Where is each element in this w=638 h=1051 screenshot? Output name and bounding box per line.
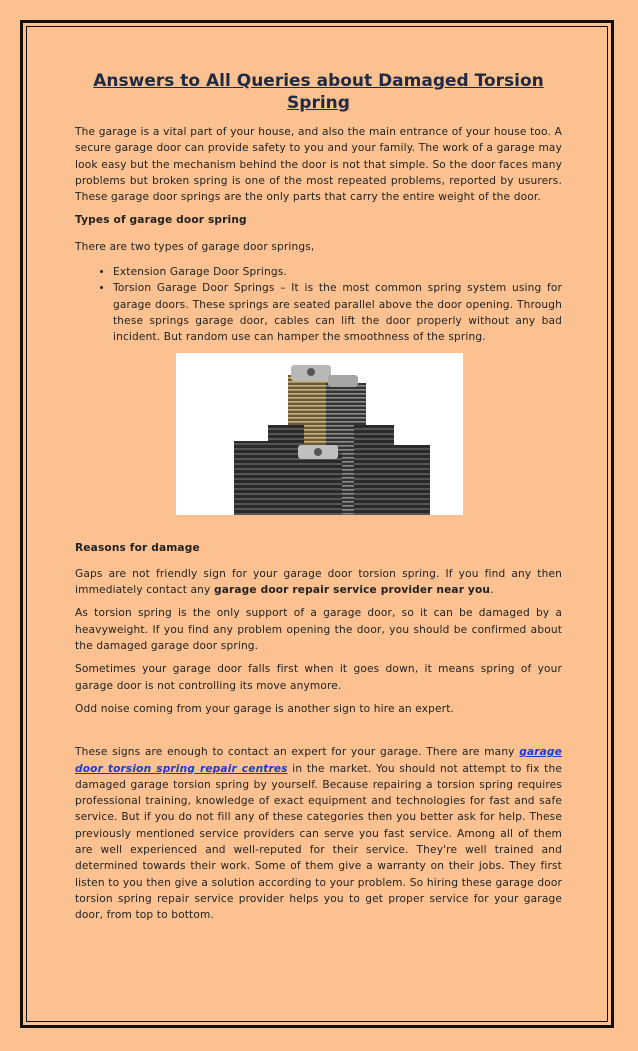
springs-illustration [176,353,463,515]
reasons-p1-end: . [490,584,494,597]
list-item: • Extension Garage Door Springs. [113,264,562,280]
types-heading: Types of garage door spring [75,214,247,227]
list-item: • Torsion Garage Door Springs – It is the most common spring system using for garage doors. These springs are seated parallel above the door opening. Through these springs garage door, cables can lift the door properly without any bad incident. But random use can hamper the smoothness of the spring. [113,280,562,345]
reasons-paragraph-4: Odd noise coming from your garage is another sign to hire an expert. [75,702,455,715]
article-title: Answers to All Queries about Damaged Torsion Spring [93,71,544,113]
intro-paragraph: The garage is a vital part of your house, and also the main entrance of your house too. A secure garage door can provide safety to you and your family. The work of a garage may look easy but the mechanism behind the door is not that simple. So the door faces many problems but broken spring is one of the most repeated problems, reported by usurers. These garage door springs are the only parts that carry the entire weight of the door. [75,126,562,204]
final-text-end: in the market. You should not attempt to fix the damaged garage torsion spring by yourself. Because repairing a torsion spring requires professional training, knowledge of exact equipment and technologies for fast and safe service. But if you do not fill any of these categories then you better ask for help. These previously mentioned service providers can serve you fast service. Among all of them are well experienced and well-reputed for their service. They're well trained and determined towards their work. Some of them give a warranty on their jobs. They first listen to you then give a solution according to your problem. So hiring these garage door torsion spring repair service provider helps you to get proper service for your garage door, from top to bottom. [75,762,562,922]
reasons-paragraph-3: Sometimes your garage door falls first when it goes down, it means spring of your garage door is not controlling its move anymore. [75,663,562,692]
torsion-springs-photo [176,353,463,515]
article [75,70,562,931]
final-text-start: These signs are enough to contact an expert for your garage. There are many [75,746,520,759]
types-list [75,264,562,345]
types-lead: There are two types of garage door springs, [75,240,315,253]
reasons-p1-bold: garage door repair service provider near you [213,584,491,597]
reasons-paragraph-1 [75,566,562,599]
reasons-heading: Reasons for damage [75,541,200,554]
reasons-paragraph-2: As torsion spring is the only support of a garage door, so it can be damaged by a heavyweight. If you find any problem opening the door, you should be confirmed about the damaged garage door spring. [75,607,562,653]
reasons-p1-text: Gaps are not friendly sign for your garage door torsion spring. If you find any then immediately contact any [75,567,562,597]
repair-centres-link[interactable]: garage door torsion spring repair centres [75,746,562,775]
final-paragraph [75,744,562,923]
